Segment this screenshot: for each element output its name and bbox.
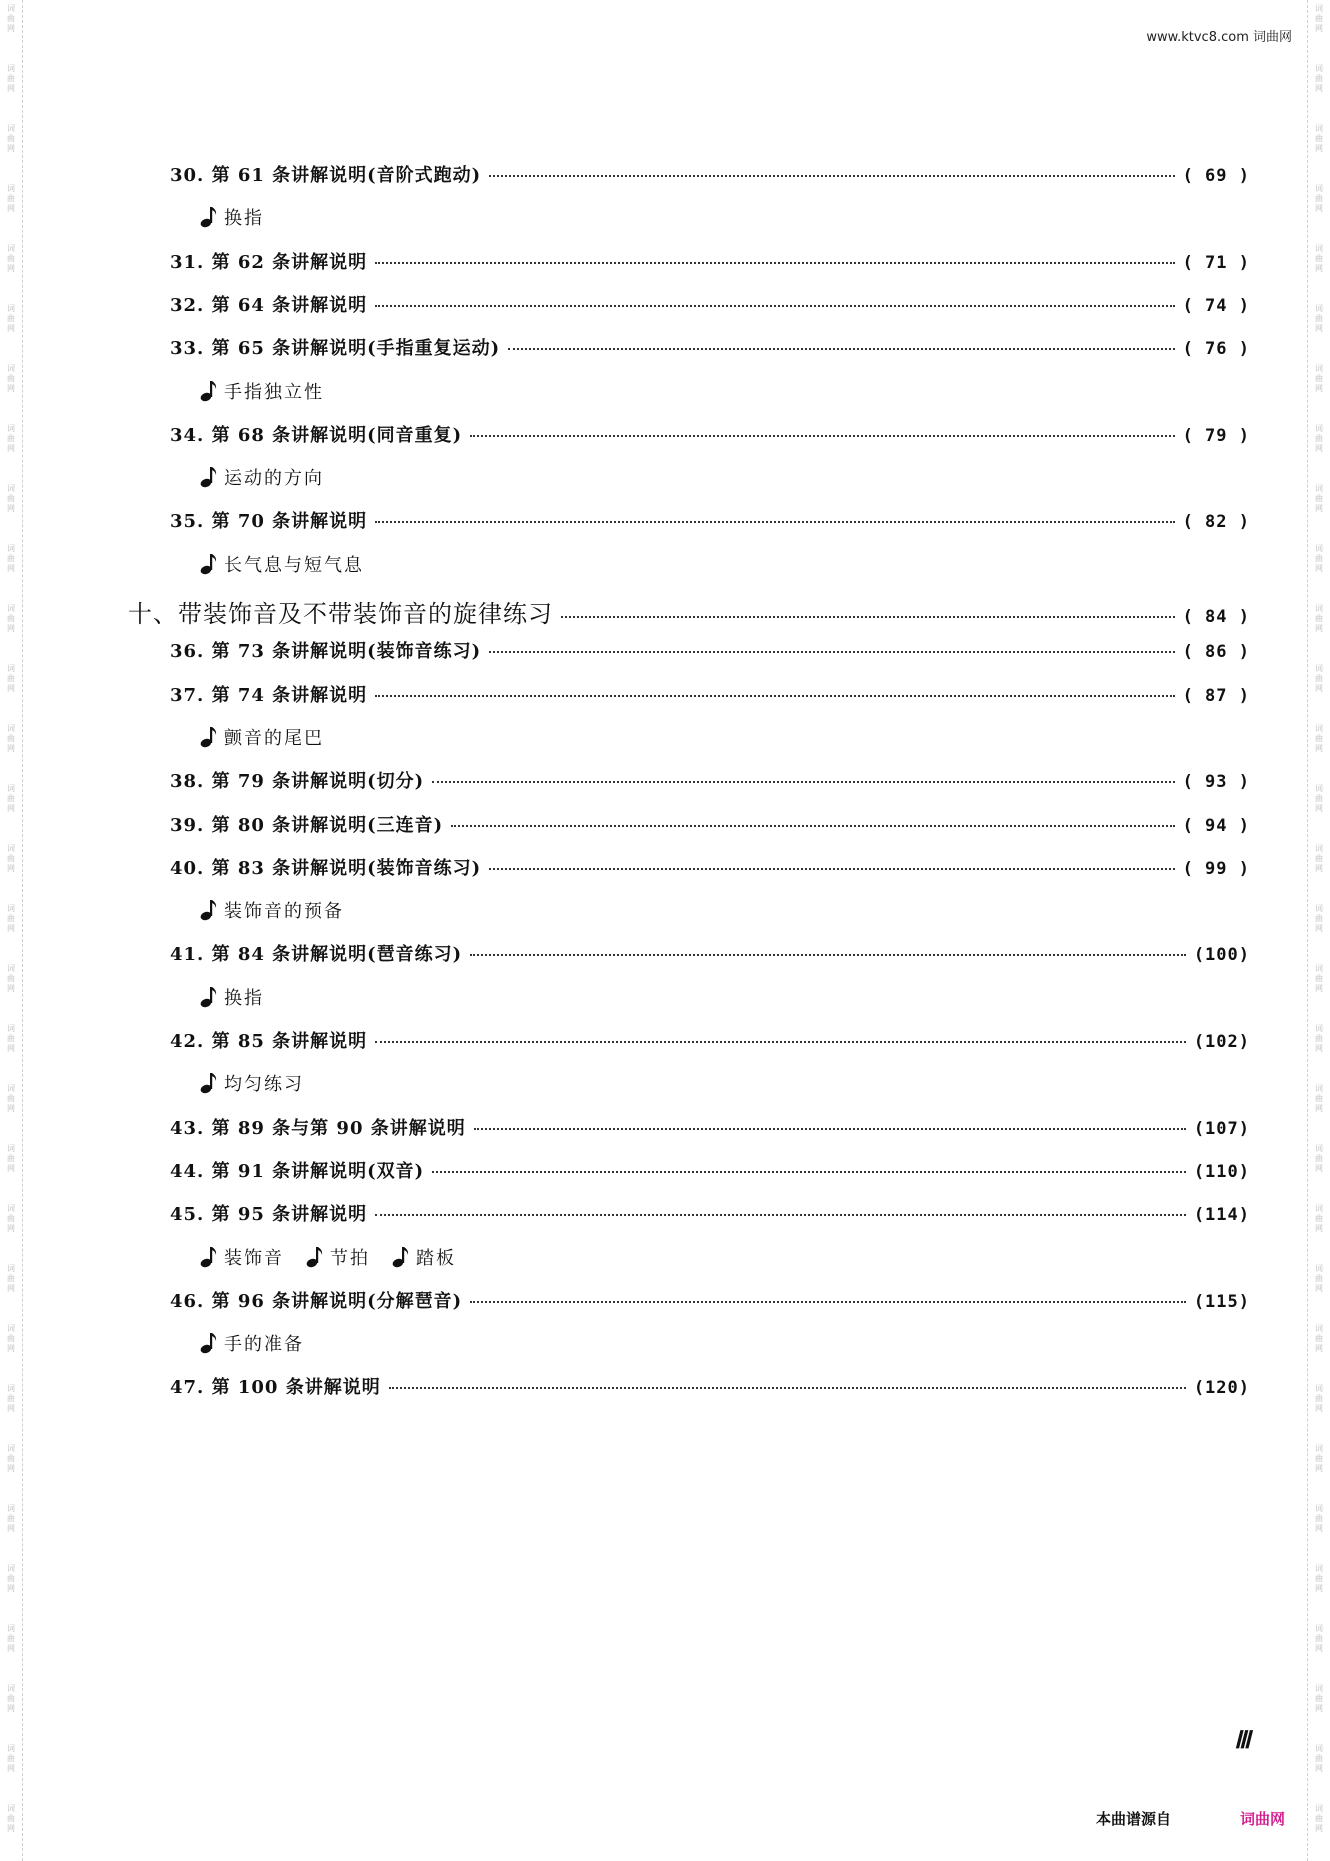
watermark-text: 词 曲 网: [7, 1084, 15, 1113]
watermark-text: 词 曲 网: [1315, 1684, 1323, 1713]
watermark-text: 词 曲 网: [1315, 724, 1323, 753]
toc-subtopic: [200, 984, 264, 1010]
toc-entry-row[interactable]: [170, 940, 1250, 966]
toc-subtopic-label: 换指: [224, 988, 264, 1009]
watermark-text: 词 曲 网: [1315, 1024, 1323, 1053]
watermark-text: 词 曲 网: [7, 844, 15, 873]
toc-entry-label: 37. 第 74 条讲解说明: [170, 685, 368, 706]
toc-entry-row[interactable]: [170, 681, 1250, 707]
watermark-text: 词 曲 网: [7, 1204, 15, 1233]
watermark-text: 词 曲 网: [1315, 64, 1323, 93]
toc-subtopic-label: 装饰音: [224, 1248, 284, 1269]
watermark-text: 词 曲 网: [7, 784, 15, 813]
toc-subtopic: [200, 1070, 304, 1096]
toc-page-number: ( 99 ): [1182, 859, 1250, 879]
toc-subtopic: [200, 204, 264, 230]
toc-section-title: 十、带装饰音及不带装饰音的旋律练习: [128, 600, 553, 628]
toc-entry-row[interactable]: [170, 767, 1250, 793]
music-note-icon: [200, 205, 220, 229]
toc-subtopic-label: 均匀练习: [224, 1074, 304, 1095]
toc-entry-label: 33. 第 65 条讲解说明(手指重复运动): [170, 338, 501, 359]
music-note-icon: [200, 898, 220, 922]
toc-subtopic-row: [200, 551, 386, 577]
watermark-text: 词 曲 网: [7, 1024, 15, 1053]
toc-subtopic: [200, 724, 324, 750]
toc-leader-dots: [489, 868, 1174, 870]
watermark-text: 词 曲 网: [7, 724, 15, 753]
watermark-text: 词 曲 网: [7, 1684, 15, 1713]
toc-entry-label: 36. 第 73 条讲解说明(装饰音练习): [170, 641, 482, 662]
toc-page-number: (110): [1193, 1162, 1250, 1182]
toc-entry-label: 30. 第 61 条讲解说明(音阶式跑动): [170, 165, 482, 186]
watermark-text: 词 曲 网: [1315, 244, 1323, 273]
music-note-icon: [200, 725, 220, 749]
watermark-text: 词 曲 网: [1315, 1324, 1323, 1353]
toc-subtopic: [306, 1244, 370, 1270]
toc-subtopic-label: 手的准备: [224, 1334, 304, 1355]
toc-entry-label: 31. 第 62 条讲解说明: [170, 252, 368, 273]
toc-page-number: (115): [1193, 1292, 1250, 1312]
toc-entry-row[interactable]: [170, 1287, 1250, 1313]
music-note-icon: [200, 1331, 220, 1355]
toc-subtopic: [200, 551, 364, 577]
toc-entry-label: 42. 第 85 条讲解说明: [170, 1031, 368, 1052]
watermark-text: 词 曲 网: [7, 4, 15, 33]
toc-leader-dots: [375, 262, 1174, 264]
toc-entry-row[interactable]: [170, 1373, 1250, 1399]
toc-subtopic: [200, 1330, 304, 1356]
page-number: Ⅲ: [1234, 1728, 1251, 1754]
toc-entry-row[interactable]: [170, 161, 1250, 187]
toc-leader-dots: [561, 616, 1175, 618]
toc-entry-row[interactable]: [170, 248, 1250, 274]
toc-page-number: ( 74 ): [1182, 296, 1250, 316]
watermark-text: 词 曲 网: [1315, 844, 1323, 873]
toc-entry-row[interactable]: [170, 334, 1250, 360]
footer-source-label: 本曲谱源自: [1096, 1810, 1172, 1828]
toc-subtopic-label: 踏板: [416, 1248, 456, 1269]
watermark-text: 词 曲 网: [1315, 904, 1323, 933]
watermark-text: 词 曲 网: [7, 1624, 15, 1653]
watermark-text: 词 曲 网: [1315, 1564, 1323, 1593]
toc-entry-row[interactable]: [170, 854, 1250, 880]
watermark-text: 词 曲 网: [1315, 784, 1323, 813]
toc-subtopic-row: [200, 378, 346, 404]
music-note-icon: [306, 1245, 326, 1269]
toc-subtopic-label: 装饰音的预备: [224, 901, 344, 922]
toc-entry-label: 43. 第 89 条与第 90 条讲解说明: [170, 1118, 466, 1139]
watermark-text: 词 曲 网: [7, 484, 15, 513]
watermark-text: 词 曲 网: [1315, 1744, 1323, 1773]
toc-entry-row[interactable]: [170, 811, 1250, 837]
watermark-text: 词 曲 网: [7, 964, 15, 993]
toc-page-number: ( 86 ): [1182, 642, 1250, 662]
toc-entry-label: 34. 第 68 条讲解说明(同音重复): [170, 425, 463, 446]
toc-leader-dots: [489, 175, 1174, 177]
watermark-text: 词 曲 网: [1315, 664, 1323, 693]
toc-leader-dots: [432, 1171, 1186, 1173]
toc-subtopic-label: 手指独立性: [224, 382, 324, 403]
watermark-text: 词 曲 网: [7, 244, 15, 273]
toc-leader-dots: [474, 1128, 1186, 1130]
toc-section-row[interactable]: [128, 594, 1250, 629]
music-note-icon: [200, 1071, 220, 1095]
toc-subtopic-label: 长气息与短气息: [224, 555, 364, 576]
watermark-text: 词 曲 网: [7, 1324, 15, 1353]
watermark-text: 词 曲 网: [1315, 124, 1323, 153]
toc-entry-row[interactable]: [170, 637, 1250, 663]
toc-entry-row[interactable]: [170, 1114, 1250, 1140]
toc-subtopic-row: [200, 464, 346, 490]
watermark-text: 词 曲 网: [7, 1384, 15, 1413]
watermark-text: 词 曲 网: [7, 364, 15, 393]
toc-subtopic-label: 颤音的尾巴: [224, 728, 324, 749]
toc-page-number: (100): [1193, 945, 1250, 965]
toc-page-number: ( 79 ): [1182, 426, 1250, 446]
watermark-text: 词 曲 网: [7, 64, 15, 93]
toc-entry-label: 40. 第 83 条讲解说明(装饰音练习): [170, 858, 482, 879]
toc-page-number: (114): [1193, 1205, 1250, 1225]
toc-entry-label: 41. 第 84 条讲解说明(琶音练习): [170, 944, 463, 965]
toc-subtopic-row: [200, 984, 286, 1010]
watermark-text: 词 曲 网: [1315, 604, 1323, 633]
watermark-text: 词 曲 网: [7, 904, 15, 933]
watermark-text: 词 曲 网: [7, 1744, 15, 1773]
toc-page-number: ( 94 ): [1182, 816, 1250, 836]
watermark-text: 词 曲 网: [7, 1504, 15, 1533]
toc-entry-row[interactable]: [170, 291, 1250, 317]
toc-page-number: ( 87 ): [1182, 686, 1250, 706]
watermark-text: 词 曲 网: [1315, 1084, 1323, 1113]
toc-entry-label: 47. 第 100 条讲解说明: [170, 1377, 381, 1398]
watermark-text: 词 曲 网: [1315, 964, 1323, 993]
watermark-text: 词 曲 网: [1315, 1384, 1323, 1413]
toc-leader-dots: [470, 954, 1186, 956]
toc-page-number: (107): [1193, 1119, 1250, 1139]
watermark-text: 词 曲 网: [7, 124, 15, 153]
toc-page-number: (120): [1193, 1378, 1250, 1398]
toc-entry-label: 39. 第 80 条讲解说明(三连音): [170, 815, 444, 836]
toc-subtopic-row: [200, 1330, 326, 1356]
toc-entry-label: 32. 第 64 条讲解说明: [170, 295, 368, 316]
toc-entry-row[interactable]: [170, 507, 1250, 533]
music-note-icon: [200, 465, 220, 489]
toc-entry-label: 38. 第 79 条讲解说明(切分): [170, 771, 425, 792]
watermark-text: 词 曲 网: [1315, 1504, 1323, 1533]
toc-subtopic: [200, 464, 324, 490]
watermark-text: 词 曲 网: [7, 1144, 15, 1173]
toc-page-number: ( 93 ): [1182, 772, 1250, 792]
watermark-text: 词 曲 网: [1315, 1264, 1323, 1293]
toc-page-number: ( 76 ): [1182, 339, 1250, 359]
toc-subtopic-label: 运动的方向: [224, 468, 324, 489]
toc-leader-dots: [375, 1214, 1186, 1216]
toc-entry-row[interactable]: [170, 1200, 1250, 1226]
toc-subtopic-row: [200, 1070, 326, 1096]
toc-entry-label: 44. 第 91 条讲解说明(双音): [170, 1161, 425, 1182]
toc-page-number: ( 71 ): [1182, 253, 1250, 273]
toc-leader-dots: [375, 305, 1174, 307]
left-watermark-strip: [0, 0, 23, 1861]
watermark-text: 词 曲 网: [1315, 1444, 1323, 1473]
toc-subtopic-label: 换指: [224, 208, 264, 229]
music-note-icon: [200, 379, 220, 403]
toc-leader-dots: [470, 435, 1174, 437]
toc-entry-row[interactable]: [170, 1157, 1250, 1183]
toc-entry-label: 35. 第 70 条讲解说明: [170, 511, 368, 532]
watermark-text: 词 曲 网: [7, 1804, 15, 1833]
toc-leader-dots: [470, 1301, 1186, 1303]
watermark-text: 词 曲 网: [7, 544, 15, 573]
watermark-text: 词 曲 网: [7, 1564, 15, 1593]
watermark-text: 词 曲 网: [7, 664, 15, 693]
toc-leader-dots: [375, 521, 1174, 523]
toc-subtopic-row: [200, 1244, 478, 1270]
toc-subtopic: [200, 1244, 284, 1270]
watermark-text: 词 曲 网: [1315, 304, 1323, 333]
toc-entry-label: 45. 第 95 条讲解说明: [170, 1204, 368, 1225]
toc-entry-row[interactable]: [170, 421, 1250, 447]
watermark-text: 词 曲 网: [7, 1444, 15, 1473]
toc-leader-dots: [375, 1041, 1186, 1043]
watermark-text: 词 曲 网: [7, 304, 15, 333]
toc-leader-dots: [451, 825, 1174, 827]
watermark-text: 词 曲 网: [7, 604, 15, 633]
toc-entry-row[interactable]: [170, 1027, 1250, 1053]
watermark-text: 词 曲 网: [1315, 424, 1323, 453]
toc-subtopic-row: [200, 897, 366, 923]
right-watermark-strip: [1307, 0, 1330, 1861]
toc-leader-dots: [375, 695, 1174, 697]
toc-entry-label: 46. 第 96 条讲解说明(分解琶音): [170, 1291, 463, 1312]
watermark-text: 词 曲 网: [1315, 364, 1323, 393]
toc-page-number: ( 84 ): [1182, 607, 1250, 627]
watermark-text: 词 曲 网: [1315, 544, 1323, 573]
watermark-text: 词 曲 网: [7, 424, 15, 453]
watermark-text: 词 曲 网: [1315, 1804, 1323, 1833]
header-url: www.ktvc8.com 词曲网: [1146, 30, 1292, 45]
watermark-text: 词 曲 网: [1315, 1204, 1323, 1233]
watermark-text: 词 曲 网: [1315, 184, 1323, 213]
toc-subtopic: [392, 1244, 456, 1270]
toc-page-number: (102): [1193, 1032, 1250, 1052]
toc-subtopic: [200, 378, 324, 404]
music-note-icon: [392, 1245, 412, 1269]
toc-leader-dots: [389, 1387, 1186, 1389]
footer-site-name: 词曲网: [1240, 1810, 1286, 1828]
toc-leader-dots: [432, 781, 1174, 783]
watermark-text: 词 曲 网: [7, 184, 15, 213]
watermark-text: 词 曲 网: [7, 1264, 15, 1293]
music-note-icon: [200, 1245, 220, 1269]
toc-page-number: ( 69 ): [1182, 166, 1250, 186]
toc-leader-dots: [508, 348, 1174, 350]
toc-subtopic: [200, 897, 344, 923]
toc-subtopic-row: [200, 204, 286, 230]
music-note-icon: [200, 552, 220, 576]
watermark-text: 词 曲 网: [1315, 4, 1323, 33]
music-note-icon: [200, 985, 220, 1009]
toc-subtopic-row: [200, 724, 346, 750]
watermark-text: 词 曲 网: [1315, 1624, 1323, 1653]
toc-subtopic-label: 节拍: [330, 1248, 370, 1269]
toc-leader-dots: [489, 651, 1174, 653]
watermark-text: 词 曲 网: [1315, 484, 1323, 513]
toc-page-number: ( 82 ): [1182, 512, 1250, 532]
watermark-text: 词 曲 网: [1315, 1144, 1323, 1173]
